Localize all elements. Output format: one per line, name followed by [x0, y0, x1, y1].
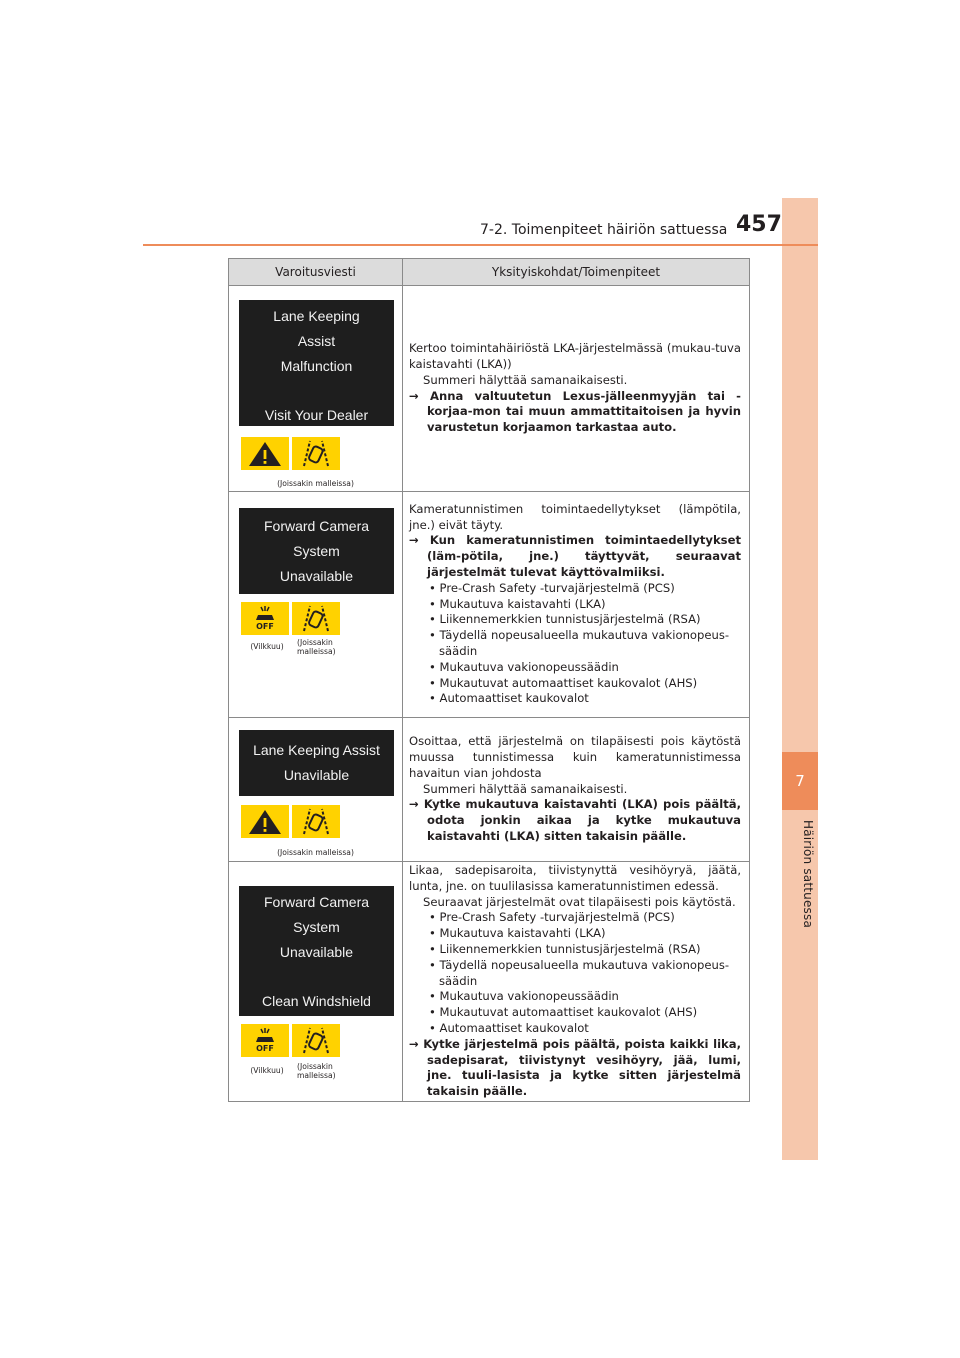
column-header-message: Varoitusviesti: [229, 259, 403, 286]
screen-line: Unavailable: [279, 944, 354, 960]
bullet-icon: •: [429, 1005, 436, 1020]
table-row: [229, 492, 750, 718]
message-image-cell: [229, 718, 403, 862]
description-text: Kertoo toimintahäiriöstä LKA-järjestelmässä (mukau-tuva kaistavahti (LKA)): [409, 341, 741, 371]
list-item-text: Mukautuvat automaattiset kaukovalot (AHS): [439, 1005, 698, 1020]
list-item: [409, 612, 741, 628]
bullet-icon: •: [429, 675, 436, 690]
list-item-text: Mukautuva vakionopeussäädin: [439, 989, 619, 1004]
display-screen: [239, 300, 394, 426]
arrow-icon: →: [409, 533, 419, 548]
warning-table: [228, 258, 750, 1102]
bullet-icon: •: [429, 628, 436, 643]
arrow-icon: →: [409, 797, 419, 812]
screen-line: Malfunction: [280, 358, 353, 374]
list-item: [409, 958, 741, 990]
message-image-cell: [229, 862, 403, 1102]
action-item: [409, 797, 741, 844]
table-row: [229, 718, 750, 862]
list-item-text: Mukautuva kaistavahti (LKA): [439, 926, 606, 941]
section-title: 7-2. Toimenpiteet häiriön sattuessa: [480, 222, 728, 238]
screen-line: System: [293, 919, 340, 935]
details-cell: [403, 286, 750, 492]
off-label: OFF: [256, 622, 274, 631]
screen-line: Clean Windshield: [262, 993, 371, 1009]
action-text: Kytke mukautuva kaistavahti (LKA) pois päältä, odota jonkin aikaa ja kytke mukautuva kaistavahti (LKA) sitten takaisin päälle.: [423, 797, 742, 843]
list-item-text: Täydellä nopeusalueella mukautuva vakionopeus-säädin: [439, 628, 730, 658]
chapter-side-tab: [782, 198, 818, 1160]
image-caption: (Joissakin malleissa): [297, 1062, 336, 1080]
column-header-details: Yksityiskohdat/Toimenpiteet: [403, 259, 750, 286]
message-image-cell: [229, 286, 403, 492]
chapter-label: Häiriön sattuessa: [801, 820, 815, 929]
list-item-text: Liikennemerkkien tunnistusjärjestelmä (RSA): [439, 942, 701, 956]
list-item: [409, 628, 741, 660]
display-screen: [239, 508, 394, 594]
sub-text: Summeri hälyttää samanaikaisesti.: [423, 781, 628, 796]
warning-triangle-icon: [241, 437, 289, 470]
list-item-text: Automaattiset kaukovalot: [439, 1020, 589, 1035]
list-item-text: Mukautuva kaistavahti (LKA): [439, 596, 606, 611]
details-cell: [403, 492, 750, 718]
screen-line: Forward Camera: [263, 894, 370, 910]
arrow-icon: →: [409, 388, 419, 403]
list-item: [409, 676, 741, 692]
bullet-icon: •: [429, 659, 436, 674]
bullet-icon: •: [429, 691, 436, 706]
screen-line: Unavilable: [283, 767, 350, 783]
table-header-row: [229, 259, 750, 286]
display-screen: [239, 886, 394, 1016]
image-caption: (Vilkkuu): [250, 642, 284, 651]
sub-text: Seuraavat järjestelmät ovat tilapäisesti pois käytöstä.: [423, 894, 736, 909]
screen-line: Unavailable: [279, 568, 354, 584]
pre-crash-off-icon: [241, 602, 289, 635]
list-item-text: Liikennemerkkien tunnistusjärjestelmä (RSA): [439, 612, 701, 627]
arrow-icon: →: [409, 1036, 419, 1051]
list-item: [409, 660, 741, 676]
list-item: [409, 1005, 741, 1021]
screen-line: Lane Keeping Assist: [253, 742, 380, 758]
list-item: [409, 1021, 741, 1037]
bullet-icon: •: [429, 910, 436, 925]
bullet-icon: •: [429, 957, 436, 972]
warning-triangle-icon: [241, 805, 289, 838]
description-text: Osoittaa, että järjestelmä on tilapäisesti pois käytöstä muussa tunnistimessa kuin kameratunnistimessa havaitun vian johdosta: [409, 734, 741, 780]
list-item-text: Täydellä nopeusalueella mukautuva vakionopeus-säädin: [439, 957, 730, 988]
bullet-icon: •: [429, 1020, 436, 1035]
image-caption: (Joissakin malleissa): [297, 638, 336, 656]
description-text: Likaa, sadepisaroita, tiivistynyttä vesihöyryä, jäätä, lunta, jne. on tuulilasissa kameratunnistimen edessä.: [409, 863, 741, 893]
screen-line: Visit Your Dealer: [264, 407, 369, 423]
list-item-text: Pre-Crash Safety -turvajärjestelmä (PCS): [439, 910, 675, 925]
list-item: [409, 691, 741, 707]
action-item: [409, 533, 741, 580]
bullet-icon: •: [429, 942, 436, 956]
lane-departure-icon: [292, 1024, 340, 1057]
table-row: [229, 862, 750, 1102]
sub-text: Summeri hälyttää samanaikaisesti.: [423, 372, 628, 387]
message-image-cell: [229, 492, 403, 718]
table-row: [229, 286, 750, 492]
list-item-text: Pre-Crash Safety -turvajärjestelmä (PCS): [439, 580, 675, 595]
screen-line: System: [293, 543, 340, 559]
lane-departure-icon: [292, 602, 340, 635]
action-text: Anna valtuutetun Lexus-jälleenmyyjän tai -korjaa-mon tai muun ammattitaitoisen ja hyvin varustetun korjaamon tarkastaa auto.: [427, 388, 741, 435]
action-item: [409, 389, 741, 436]
list-item: [409, 910, 741, 926]
list-item: [409, 926, 741, 942]
details-cell: [403, 862, 750, 1102]
lane-departure-icon: [292, 437, 340, 470]
screen-line: Assist: [297, 333, 336, 349]
screen-line: Forward Camera: [263, 518, 370, 534]
bullet-icon: •: [429, 580, 436, 595]
details-cell: [403, 718, 750, 862]
bullet-icon: •: [429, 926, 436, 941]
bullet-icon: •: [429, 596, 436, 611]
header-rule: [143, 244, 818, 246]
bullet-icon: •: [429, 612, 436, 627]
action-text: Kytke järjestelmä pois päältä, poista kaikki lika, sadepisarat, tiivistynyt vesihöyry, jää, lumi, jne. tuuli-lasista ja kytke sitten järjestelmä takaisin päälle.: [423, 1036, 741, 1099]
list-item-text: Mukautuva vakionopeussäädin: [439, 659, 619, 674]
list-item: [409, 989, 741, 1005]
bullet-icon: •: [429, 989, 436, 1004]
pre-crash-off-icon: [241, 1024, 289, 1057]
image-caption: (Joissakin malleissa): [277, 848, 354, 857]
lane-departure-icon: [292, 805, 340, 838]
page-number: 457: [736, 212, 782, 237]
display-screen: [239, 730, 394, 796]
screen-line: Lane Keeping: [273, 308, 360, 324]
image-caption: (Vilkkuu): [250, 1066, 284, 1075]
action-item: [409, 1037, 741, 1100]
list-item-text: Mukautuvat automaattiset kaukovalot (AHS): [439, 675, 698, 690]
list-item: [409, 597, 741, 613]
list-item-text: Automaattiset kaukovalot: [439, 691, 589, 706]
chapter-number: 7: [782, 752, 818, 810]
list-item: [409, 581, 741, 597]
off-label: OFF: [256, 1044, 274, 1053]
description-text: Kameratunnistimen toimintaedellytykset (lämpötila, jne.) eivät täyty.: [409, 501, 741, 532]
image-caption: (Joissakin malleissa): [277, 479, 354, 488]
action-text: Kun kameratunnistimen toimintaedellytykset (läm-pötila, jne.) täyttyvät, seuraavat järjestelmät tulevat käyttövalmiiksi.: [427, 533, 741, 579]
list-item: [409, 942, 741, 958]
